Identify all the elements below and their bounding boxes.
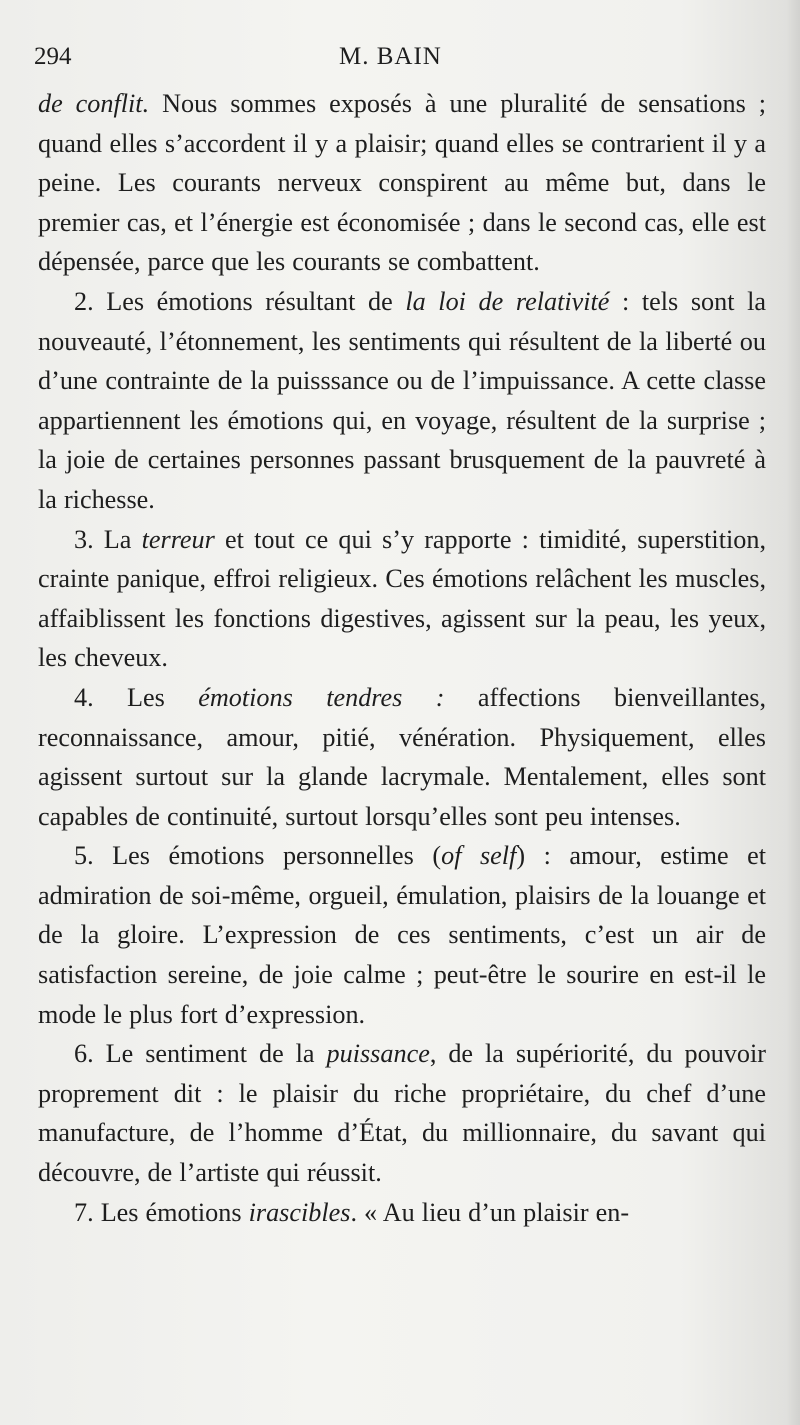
text-segment: ) : amour, estime et admiration de soi-même, orgueil, émulation, plaisirs de la louange et de la gloire. L’expression de ces sentiments, c’est un air de satisfaction sereine, de joie calme ; peut-être le sourire en est-il le mode le plus fort d’expression. — [38, 841, 766, 1029]
text-segment: 3. La — [74, 524, 142, 554]
italic-term: irascibles — [248, 1197, 351, 1227]
text-segment: 5. Les émotions personnelles ( — [74, 841, 442, 871]
text-segment: 4. Les — [74, 682, 199, 712]
text-segment: Nous sommes exposés à une pluralité de sensations ; quand elles s’accordent il y a plaisir; quand elles se contrarient il y a peine. Les courants nerveux conspirent au même but, dans le premier cas, et l’énergie est économisée ; dans le second cas, elle est dépensée, parce que les courants se combattent. — [38, 89, 766, 277]
italic-term: la loi de relativité — [405, 286, 610, 316]
body-text — [38, 84, 766, 1232]
paragraph — [38, 520, 766, 678]
italic-term: de conflit. — [38, 89, 150, 118]
italic-term: émotions tendres : — [198, 682, 445, 712]
text-segment: 6. Le sentiment de la — [74, 1039, 327, 1069]
text-segment: . « Au lieu d’un plaisir en- — [350, 1197, 630, 1227]
text-segment: 2. Les émotions résultant de — [74, 286, 406, 316]
running-head: M. BAIN — [339, 43, 442, 70]
italic-term: terreur — [141, 524, 215, 554]
paragraph — [38, 1034, 766, 1192]
italic-term: puissance — [326, 1039, 430, 1069]
text-segment: et tout ce qui s’y rapporte : timidité, superstition, crainte panique, effroi religieux. Ces émotions relâchent les muscles, affaiblissent les fonctions digestives, agissent sur la peau, les yeux, les cheveux. — [38, 524, 766, 673]
text-segment: affections bienveillantes, reconnaissance, amour, pitié, vénération. Physiquement, elles agissent surtout sur la glande lacrymale. Mentalement, elles sont capables de continuité, surtout lorsqu’elles sont peu intenses. — [38, 682, 766, 831]
text-segment: 7. Les émotions — [74, 1197, 249, 1227]
paragraph — [38, 84, 766, 282]
paragraph — [38, 678, 766, 836]
paragraph — [38, 1193, 766, 1233]
paragraph — [38, 836, 766, 1034]
italic-term: of self — [441, 841, 517, 871]
text-segment: , de la supériorité, du pouvoir proprement dit : le plaisir du riche propriétaire, du chef d’une manufacture, de l’homme d’État, du millionnaire, du savant qui découvre, de l’artiste qui réussit. — [38, 1039, 766, 1188]
text-segment: : tels sont la nouveauté, l’étonnement, les sentiments qui résultent de la liberté ou d’une contrainte de la puisssance ou de l’impuissance. A cette classe appartiennent les émotions qui, en voyage, résultent de la surprise ; la joie de certaines personnes passant brusquement de la pauvreté à la richesse. — [38, 286, 766, 514]
page-number: 294 — [34, 43, 72, 70]
page-edge-shadow — [786, 0, 800, 1425]
page-header — [34, 40, 764, 74]
paragraph — [38, 282, 766, 520]
